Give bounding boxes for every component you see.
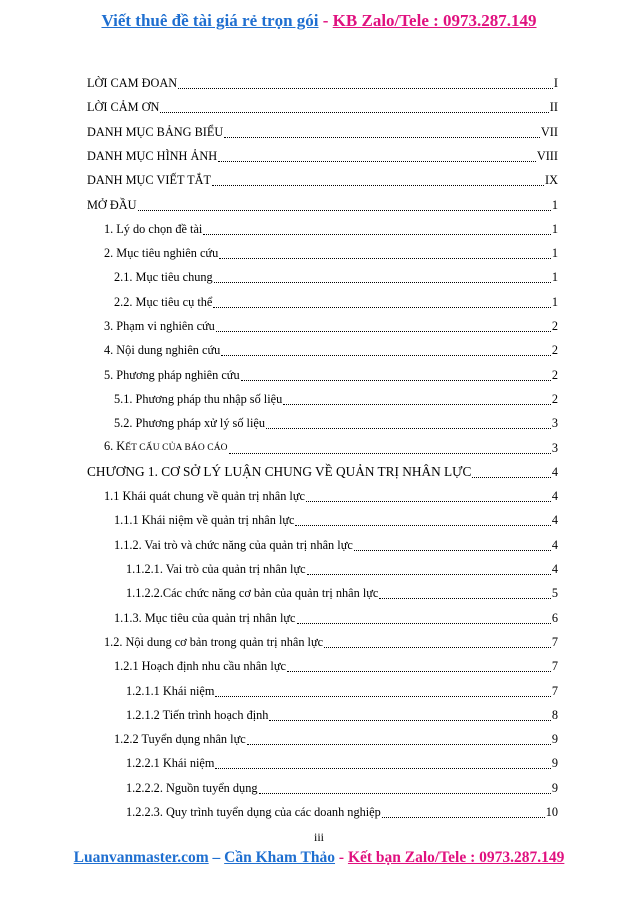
toc-entry-page: 7 bbox=[551, 659, 558, 674]
header-contact-link[interactable]: KB Zalo/Tele : 0973.287.149 bbox=[332, 11, 537, 30]
toc-entry[interactable] bbox=[104, 484, 558, 504]
toc-dot-leader bbox=[382, 807, 545, 818]
toc-entry-page: 4 bbox=[551, 562, 558, 576]
toc-dot-leader bbox=[160, 102, 548, 113]
toc-dot-leader bbox=[212, 175, 544, 186]
toc-entry[interactable] bbox=[126, 776, 558, 796]
toc-entry-title: 1.2.2.1 Khái niệm bbox=[126, 756, 215, 771]
toc-dot-leader bbox=[215, 758, 550, 769]
toc-entry-title: 1.2.1 Hoạch định nhu cầu nhân lực bbox=[114, 659, 286, 674]
toc-dot-leader bbox=[178, 78, 553, 89]
toc-entry-page: 1 bbox=[551, 197, 558, 212]
toc-dot-leader bbox=[218, 151, 536, 162]
toc-entry-page: 8 bbox=[551, 707, 558, 722]
toc-entry[interactable] bbox=[104, 630, 558, 650]
footer-name-link[interactable]: Cần Kham Thảo bbox=[224, 849, 336, 866]
toc-entry-title: 5.2. Phương pháp xử lý số liệu bbox=[114, 416, 265, 431]
toc-entry-title: 4. Nội dung nghiên cứu bbox=[104, 343, 221, 358]
toc-entry-title: 1.1.2. Vai trò và chức năng của quản trị nhân lực bbox=[114, 537, 353, 552]
toc-dot-leader bbox=[306, 491, 551, 502]
toc-entry[interactable] bbox=[114, 508, 558, 528]
toc-entry-page: II bbox=[549, 100, 558, 115]
toc-entry-page: 4 bbox=[551, 464, 558, 479]
toc-dot-leader bbox=[297, 613, 551, 624]
toc-entry-page: 3 bbox=[551, 440, 558, 455]
toc-entry-title: 1.2.2.3. Quy trình tuyển dụng của các doanh nghiệp bbox=[126, 805, 381, 819]
toc-entry-page: 7 bbox=[551, 634, 558, 649]
toc-entry[interactable] bbox=[87, 95, 558, 115]
toc-entry[interactable] bbox=[87, 71, 558, 91]
toc-dot-leader bbox=[287, 661, 551, 672]
toc-entry[interactable] bbox=[114, 411, 558, 431]
toc-entry-title: 1.1.1 Khái niệm về quản trị nhân lực bbox=[114, 513, 295, 528]
toc-entry[interactable] bbox=[126, 679, 558, 699]
toc-entry-title: 1.1.3. Mục tiêu của quản trị nhân lực bbox=[114, 610, 296, 625]
toc-entry[interactable] bbox=[87, 144, 558, 164]
toc-entry-title: 1. Lý do chọn đề tài bbox=[104, 221, 203, 236]
footer-separator-1: – bbox=[208, 849, 225, 866]
toc-dot-leader bbox=[219, 248, 551, 259]
toc-entry[interactable] bbox=[114, 265, 558, 285]
toc-entry-title: LỜI CẢM ƠN bbox=[87, 100, 160, 115]
toc-entry-page: 1 bbox=[551, 294, 558, 309]
toc-dot-leader bbox=[472, 467, 551, 478]
toc-entry[interactable] bbox=[87, 168, 558, 188]
toc-entry-page: 7 bbox=[551, 683, 558, 698]
toc-entry-title: 2.2. Mục tiêu cụ thể bbox=[114, 294, 213, 309]
toc-dot-leader bbox=[269, 710, 550, 721]
toc-entry-title: 3. Phạm vi nghiên cứu bbox=[104, 319, 215, 333]
toc-entry-title: 1.1 Khái quát chung về quản trị nhân lực bbox=[104, 489, 305, 504]
toc-entry[interactable] bbox=[114, 290, 558, 310]
toc-entry-page: 9 bbox=[551, 732, 558, 747]
toc-dot-leader bbox=[379, 588, 550, 599]
toc-entry[interactable] bbox=[104, 436, 558, 456]
toc-entry-page: 9 bbox=[551, 780, 558, 795]
toc-entry[interactable] bbox=[104, 217, 558, 237]
toc-entry-page: 4 bbox=[551, 537, 558, 552]
toc-dot-leader bbox=[324, 637, 551, 648]
footer-site-link[interactable]: Luanvanmaster.com bbox=[73, 849, 209, 866]
toc-entry-page: 6 bbox=[551, 610, 558, 625]
toc-entry-title: 1.2.1.2 Tiến trình hoạch định bbox=[126, 707, 269, 722]
toc-entry-page: I bbox=[553, 76, 558, 90]
toc-dot-leader bbox=[203, 224, 550, 235]
toc-dot-leader bbox=[216, 321, 551, 332]
page-number: iii bbox=[313, 830, 324, 844]
footer-separator-2: - bbox=[335, 849, 348, 866]
toc-dot-leader bbox=[214, 272, 551, 283]
footer-contact-link[interactable]: Kết bạn Zalo/Tele : 0973.287.149 bbox=[347, 849, 565, 866]
toc-entry-title: 1.2.1.1 Khái niệm bbox=[126, 683, 215, 698]
toc-entry-page: 1 bbox=[551, 221, 558, 236]
toc-entry-page: 2 bbox=[551, 391, 558, 406]
toc-dot-leader bbox=[259, 783, 551, 794]
toc-entry[interactable] bbox=[104, 338, 558, 358]
toc-entry-title: 1.2. Nội dung cơ bản trong quản trị nhân lực bbox=[104, 634, 324, 649]
toc-entry-title: LỜI CAM ĐOAN bbox=[87, 76, 178, 90]
toc-entry[interactable] bbox=[114, 654, 558, 674]
toc-dot-leader bbox=[138, 200, 551, 211]
toc-dot-leader bbox=[266, 418, 551, 429]
toc-entry-page: VII bbox=[540, 124, 558, 139]
toc-dot-leader bbox=[307, 564, 551, 575]
toc-entry-page: 3 bbox=[551, 416, 558, 431]
toc-dot-leader bbox=[295, 515, 550, 526]
page-footer bbox=[0, 849, 638, 867]
toc-entry-page: 1 bbox=[551, 246, 558, 261]
toc-entry-title: CHƯƠNG 1. CƠ SỞ LÝ LUẬN CHUNG VỀ QUẢN TRỊ NHÂN LỰC bbox=[87, 463, 472, 479]
toc-entry-title: 5. Phương pháp nghiên cứu bbox=[104, 367, 240, 382]
toc-entry-page: 4 bbox=[551, 489, 558, 504]
toc-entry[interactable] bbox=[126, 557, 558, 577]
toc-entry-title: 1.2.2.2. Nguồn tuyển dụng bbox=[126, 780, 258, 795]
toc-entry[interactable] bbox=[114, 533, 558, 553]
toc-entry[interactable] bbox=[126, 751, 558, 771]
toc-entry-title: 1.1.2.1. Vai trò của quản trị nhân lực bbox=[126, 562, 306, 576]
toc-entry-title: DANH MỤC VIẾT TẮT bbox=[87, 173, 211, 188]
toc-entry-title: 1.1.2.2.Các chức năng cơ bản của quản trị nhân lực bbox=[126, 586, 379, 601]
toc-dot-leader bbox=[215, 686, 550, 697]
toc-dot-leader bbox=[224, 127, 540, 138]
toc-entry-page: 5 bbox=[551, 586, 558, 601]
toc-entry-title: MỞ ĐẦU bbox=[87, 197, 137, 212]
toc-entry-page: 10 bbox=[545, 805, 558, 819]
toc-dot-leader bbox=[229, 443, 551, 454]
toc-entry[interactable] bbox=[87, 120, 558, 140]
toc-dot-leader bbox=[283, 394, 551, 405]
toc-entry-title: 2. Mục tiêu nghiên cứu bbox=[104, 246, 219, 261]
toc-entry-title: 5.1. Phương pháp thu nhập số liệu bbox=[114, 391, 283, 406]
toc-entry-title: DANH MỤC BẢNG BIỂU bbox=[87, 124, 224, 139]
toc-entry-page: 2 bbox=[551, 343, 558, 358]
toc-entry[interactable] bbox=[126, 703, 558, 723]
toc-entry[interactable] bbox=[114, 606, 558, 626]
toc-entry-page: 2 bbox=[551, 367, 558, 382]
toc-entry-page: 9 bbox=[551, 756, 558, 771]
toc-dot-leader bbox=[221, 345, 551, 356]
page-header bbox=[0, 11, 638, 31]
toc-entry-page: IX bbox=[545, 173, 558, 188]
toc-entry[interactable] bbox=[87, 193, 558, 213]
toc-entry-title: DANH MỤC HÌNH ẢNH bbox=[87, 148, 218, 163]
toc-entry-title: 1.2.2 Tuyển dụng nhân lực bbox=[114, 732, 246, 747]
toc-entry[interactable] bbox=[114, 387, 558, 407]
toc-entry[interactable] bbox=[126, 581, 558, 601]
toc-dot-leader bbox=[247, 734, 551, 745]
toc-entry[interactable] bbox=[114, 727, 558, 747]
toc-entry-page: 4 bbox=[551, 513, 558, 528]
toc-entry[interactable] bbox=[104, 314, 558, 334]
toc-dot-leader bbox=[213, 297, 550, 308]
header-separator: - bbox=[318, 11, 333, 30]
toc-entry-title: 6. KẾT CẤU CỦA BÁO CÁO bbox=[104, 438, 228, 453]
toc-entry[interactable] bbox=[126, 800, 558, 820]
toc-entry-title: 2.1. Mục tiêu chung bbox=[114, 270, 213, 285]
toc-dot-leader bbox=[241, 370, 551, 381]
toc-entry[interactable] bbox=[87, 460, 558, 480]
header-promo-link[interactable]: Viết thuê đề tài giá rẻ trọn gói bbox=[101, 11, 319, 30]
toc-entry[interactable] bbox=[104, 241, 558, 261]
toc-entry-page: 1 bbox=[551, 270, 558, 285]
toc-entry-page: 2 bbox=[551, 319, 558, 333]
toc-dot-leader bbox=[354, 540, 551, 551]
toc-entry[interactable] bbox=[104, 363, 558, 383]
toc-entry-page: VIII bbox=[536, 148, 558, 163]
